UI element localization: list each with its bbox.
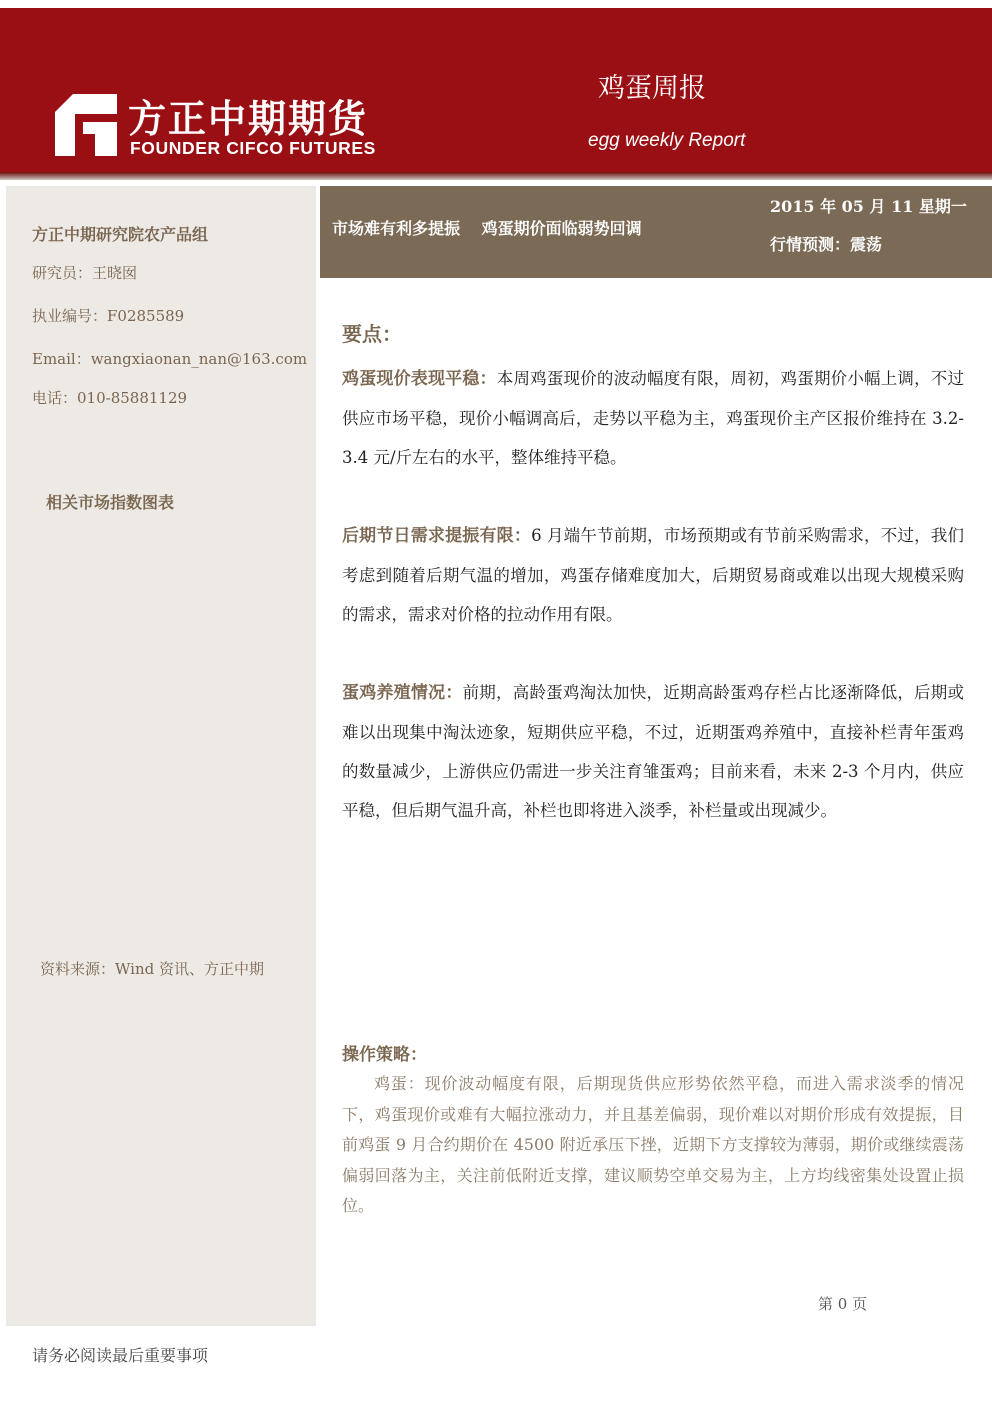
banner-headline: 市场难有利多提振 鸡蛋期价面临弱势回调 (332, 219, 642, 238)
researcher-name: 研究员：王晓囡 (32, 264, 138, 282)
key-point-text: 6 月端午节前期，市场预期或有节前采购需求，不过，我们考虑到随着后期气温的增加，鸡蛋存储难度加大，后期贸易商或难以出现大规模采购的需求，需求对价格的拉动作用有限。 (342, 526, 964, 624)
strategy-text: 鸡蛋：现价波动幅度有限，后期现货供应形势依然平稳，而进入需求淡季的情况下，鸡蛋现价或难有大幅拉涨动力，并且基差偏弱，现价难以对期价形成有效提振，目前鸡蛋 9 月合约期价在 4500 附近承压下挫，近期下方支撑较为薄弱，期价或继续震荡偏弱回落为主，关注前低附近支撑，建议顺势空单交易为主，上方均线密集处设置止损位。 (342, 1074, 964, 1215)
market-forecast: 行情预测：震荡 (770, 235, 883, 254)
key-point-paragraph (342, 516, 964, 634)
strategy-title: 操作策略： (342, 1045, 427, 1065)
key-points-section (342, 318, 964, 869)
key-point-paragraph (342, 673, 964, 830)
report-date: 2015 年 05 月 11 星期一 (770, 197, 967, 216)
logo-chinese-text: 方正中期期货 (128, 97, 369, 141)
department-name: 方正中期研究院农产品组 (32, 225, 209, 244)
key-point-heading: 后期节日需求提振有限： (342, 526, 532, 546)
key-point-text: 本周鸡蛋现价的波动幅度有限，周初，鸡蛋期价小幅上调，不过供应市场平稳，现价小幅调高后，走势以平稳为主，鸡蛋现价主产区报价维持在 3.2-3.4 元/斤左右的水平，整体维持平稳。 (342, 369, 964, 467)
key-point-heading: 蛋鸡养殖情况： (342, 683, 463, 703)
data-source: 资料来源：Wind 资讯、方正中期 (40, 960, 264, 978)
key-point-text: 前期，高龄蛋鸡淘汰加快，近期高龄蛋鸡存栏占比逐渐降低，后期或难以出现集中淘汰迹象，短期供应平稳，不过，近期蛋鸡养殖中，直接补栏青年蛋鸡的数量减少，上游供应仍需进一步关注育雏蛋鸡；目前来看，未来 2-3 个月内，供应平稳，但后期气温升高，补栏也即将进入淡季，补栏量或出现减少。 (342, 683, 965, 820)
report-subtitle: egg weekly Report (588, 130, 746, 151)
header-divider (0, 172, 992, 180)
disclaimer-note: 请务必阅读最后重要事项 (32, 1346, 209, 1365)
sidebar (6, 186, 316, 1326)
license-number: 执业编号：F0285589 (32, 307, 185, 325)
founder-logo-icon (55, 94, 117, 156)
report-header (0, 8, 992, 180)
chart-section-title: 相关市场指数图表 (46, 493, 175, 512)
phone-contact: 电话：010-85881129 (32, 389, 188, 407)
email-contact[interactable]: Email：wangxiaonan_nan@163.com (32, 350, 308, 368)
key-points-title: 要点： (342, 322, 402, 346)
key-point-heading: 鸡蛋现价表现平稳： (342, 369, 497, 389)
key-point-paragraph (342, 359, 964, 477)
page-number: 第 0 页 (818, 1295, 868, 1313)
logo-english-text: FOUNDER CIFCO FUTURES (130, 138, 376, 158)
summary-banner (320, 186, 992, 278)
strategy-section (342, 1040, 964, 1222)
report-title: 鸡蛋周报 (598, 73, 706, 104)
